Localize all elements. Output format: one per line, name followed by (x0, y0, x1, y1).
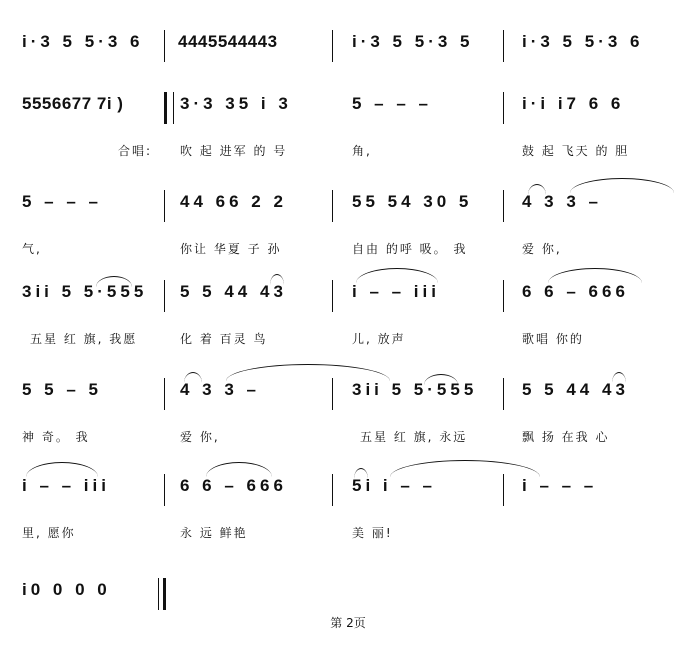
lyric: 气, (22, 242, 42, 256)
bar-line (503, 280, 504, 312)
bar-line (164, 190, 165, 222)
lyric: 化 着 百灵 鸟 (180, 332, 268, 346)
bar-line (503, 190, 504, 222)
notes: 5 5 44 43 (522, 380, 629, 399)
lyric: 爱 你, (180, 430, 220, 444)
notes: 4 3 3 – (180, 380, 260, 399)
lyric: 鼓 起 飞天 的 胆 (522, 144, 630, 158)
notes: 4445544443 (178, 32, 278, 51)
tie-mark (270, 274, 284, 285)
notes: 55 54 30 5 (352, 192, 473, 211)
notes: 5 – – – (352, 94, 432, 113)
notes: 5 – – – (22, 192, 102, 211)
notes: i·i i7 6 6 (522, 94, 625, 113)
page-label: 第 2页 (330, 616, 366, 630)
bar-line (164, 378, 165, 410)
lyric: 自由 的呼 吸。 我 (352, 242, 468, 256)
lyric: 角, (352, 144, 372, 158)
score-line-4 (0, 272, 696, 372)
lyric: 合唱: (118, 144, 153, 158)
slur-mark (424, 374, 458, 385)
bar-line (332, 280, 333, 312)
bar-line (164, 280, 165, 312)
lyric: 爱 你, (522, 242, 562, 256)
bar-line (332, 190, 333, 222)
bar-line (503, 474, 504, 506)
slur-mark (96, 276, 132, 287)
notes: 3·3 35 i 3 (180, 94, 292, 113)
notes: 5 5 – 5 (22, 380, 102, 399)
notes: 5 5 44 43 (180, 282, 287, 301)
notes: 5i i – – (352, 476, 436, 495)
lyric: 儿, 放声 (352, 332, 406, 346)
notes: i – – iii (352, 282, 440, 301)
score-line-5 (0, 370, 696, 470)
score-line-3 (0, 182, 696, 282)
lyric: 五星 红 旗, 我愿 (30, 332, 138, 346)
notes: 4 3 3 – (522, 192, 602, 211)
tie-mark (354, 468, 368, 479)
bar-line (332, 378, 333, 410)
repeat-bar (164, 92, 174, 124)
bar-line (503, 30, 504, 62)
score-line-6 (0, 466, 696, 566)
tie-mark (184, 372, 202, 383)
notes: i·3 5 5·3 5 (352, 32, 474, 51)
notes: i0 0 0 0 (22, 580, 111, 599)
final-bar (163, 578, 166, 610)
notes: i – – – (522, 476, 598, 495)
notes: i·3 5 5·3 6 (522, 32, 644, 51)
bar-line (158, 578, 159, 610)
notes: 6 6 – 666 (522, 282, 629, 301)
bar-line (503, 92, 504, 124)
notes: i·3 5 5·3 6 (22, 32, 144, 51)
bar-line (164, 474, 165, 506)
bar-line (503, 378, 504, 410)
lyric: 永 远 鲜艳 (180, 526, 248, 540)
lyric: 飘 扬 在我 心 (522, 430, 610, 444)
bar-line (164, 30, 165, 62)
lyric: 你让 华夏 子 孙 (180, 242, 282, 256)
bar-line (332, 30, 333, 62)
notes: 5556677 7i ) (22, 94, 124, 113)
notes: 44 66 2 2 (180, 192, 287, 211)
lyric: 里, 愿你 (22, 526, 76, 540)
notes: 3ii 5 5·555 (22, 282, 148, 301)
notes: 3ii 5 5·555 (352, 380, 478, 399)
lyric: 吹 起 进军 的 号 (180, 144, 288, 158)
tie-mark (528, 184, 546, 195)
tie-mark (612, 372, 626, 383)
lyric: 五星 红 旗, 永远 (360, 430, 468, 444)
lyric: 歌唱 你的 (522, 332, 584, 346)
score-line-2 (0, 84, 696, 184)
lyric: 神 奇。 我 (22, 430, 90, 444)
notes: i – – iii (22, 476, 110, 495)
notes: 6 6 – 666 (180, 476, 287, 495)
lyric: 美 丽! (352, 526, 393, 540)
bar-line (332, 474, 333, 506)
